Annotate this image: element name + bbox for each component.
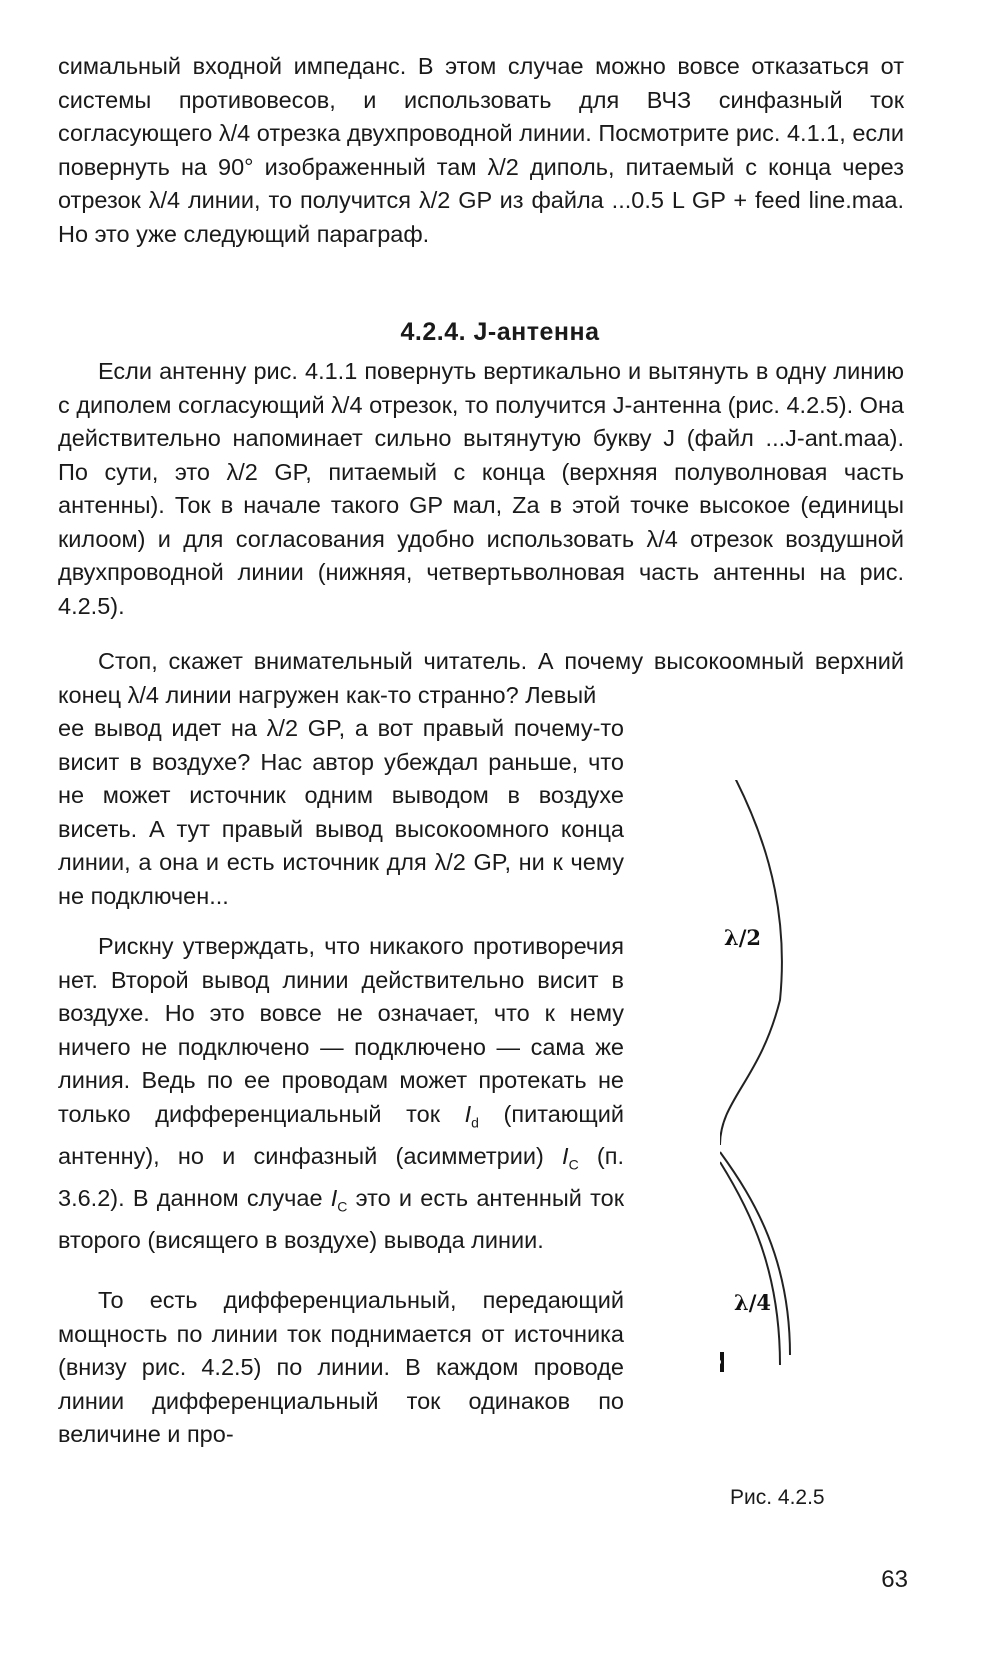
answer-text-d: это и есть антенный ток второго (висящего в воздухе) вывода линии. <box>58 1184 624 1254</box>
paragraph-question-bottom: ее вывод идет на λ/2 GP, а вот правый почему-то висит в воздухе? Нас автор убеждал раньше, что не может источник одним выводом в воздухе висеть. А тут правый вывод высокоомного конца линии, а она и есть источник для λ/2 GP, ни к чему не подключен... <box>58 715 624 909</box>
paragraph-j-antenna-description: Если антенну рис. 4.1.1 повернуть вертикально и вытянуть в одну линию с диполем согласующий λ/4 отрезок, то получится J-антенна (рис. 4.2.5). Она действительно напоминает сильно вытянутую букву J (файл ...J-ant.maa). По сути, это λ/2 GP, питаемый с конца (верхняя полуволновая часть антенны). Ток в начале такого GP мал, Za в этой точке высокое (единицы килоом) и для согласования удобно использовать λ/4 отрезок воздушной двухпроводной линии (нижняя, четвертьволновая часть антенны на рис. 4.2.5). <box>58 358 904 619</box>
paragraph-question-top: Стоп, скажет внимательный читатель. А почему высокоомный верхний конец λ/4 линии нагружен как-то странно? Левый <box>58 648 904 708</box>
quarter-wave-label: λ/4 <box>734 1290 772 1315</box>
paragraph-differential-current: То есть дифференциальный, передающий мощность по линии ток поднимается от источника (внизу рис. 4.2.5) по линии. В каждом проводе линии дифференциальный ток одинаков по величине и про- <box>58 1287 624 1447</box>
answer-text-a: Рискну утверждать, что никакого противоречия нет. Второй вывод линии действительно висит в воздухе. Но это вовсе не означает, что к нему ничего не подключено — подключено — сама же линия. Ведь по ее проводам может протекать не только дифференциальный ток <box>58 933 624 1127</box>
current-id-symbol: $I_d$ <box>464 1100 479 1131</box>
answer-text-c: (п. 3.6.2). В данном случае <box>58 1142 624 1211</box>
figure-caption: Рис. 4.2.5 <box>730 1486 825 1509</box>
quarter-wave-current-curve-2 <box>720 1162 780 1365</box>
paragraph-intro: симальный входной импеданс. В этом случае можно вовсе отказаться от системы противовесов, и использовать для ВЧЗ синфазный ток согласующего λ/4 отрезка двухпроводной линии. Посмотрите рис. 4.1.1, если повернуть на 90° изображенный там λ/2 диполь, питаемый с конца через отрезок λ/4 линии, то получится λ/2 GP из файла ...0.5 L GP + feed line.maa. Но это уже следующий параграф. <box>58 53 904 247</box>
section-title: 4.2.4. J-антенна <box>400 318 600 346</box>
quarter-wave-current-curve-1 <box>720 1152 790 1355</box>
current-ic-symbol-2: $I_C$ <box>330 1184 348 1215</box>
half-wave-current-curve <box>720 780 782 1145</box>
paragraph-answer <box>58 930 624 1258</box>
answer-text-b: (питающий антенну), но и синфазный (асимметрии) <box>58 1100 624 1169</box>
half-wave-label: λ/2 <box>724 925 762 950</box>
current-ic-symbol: $I_C$ <box>562 1142 579 1173</box>
page-number: 63 <box>881 1566 908 1593</box>
j-antenna-figure <box>720 780 900 1460</box>
